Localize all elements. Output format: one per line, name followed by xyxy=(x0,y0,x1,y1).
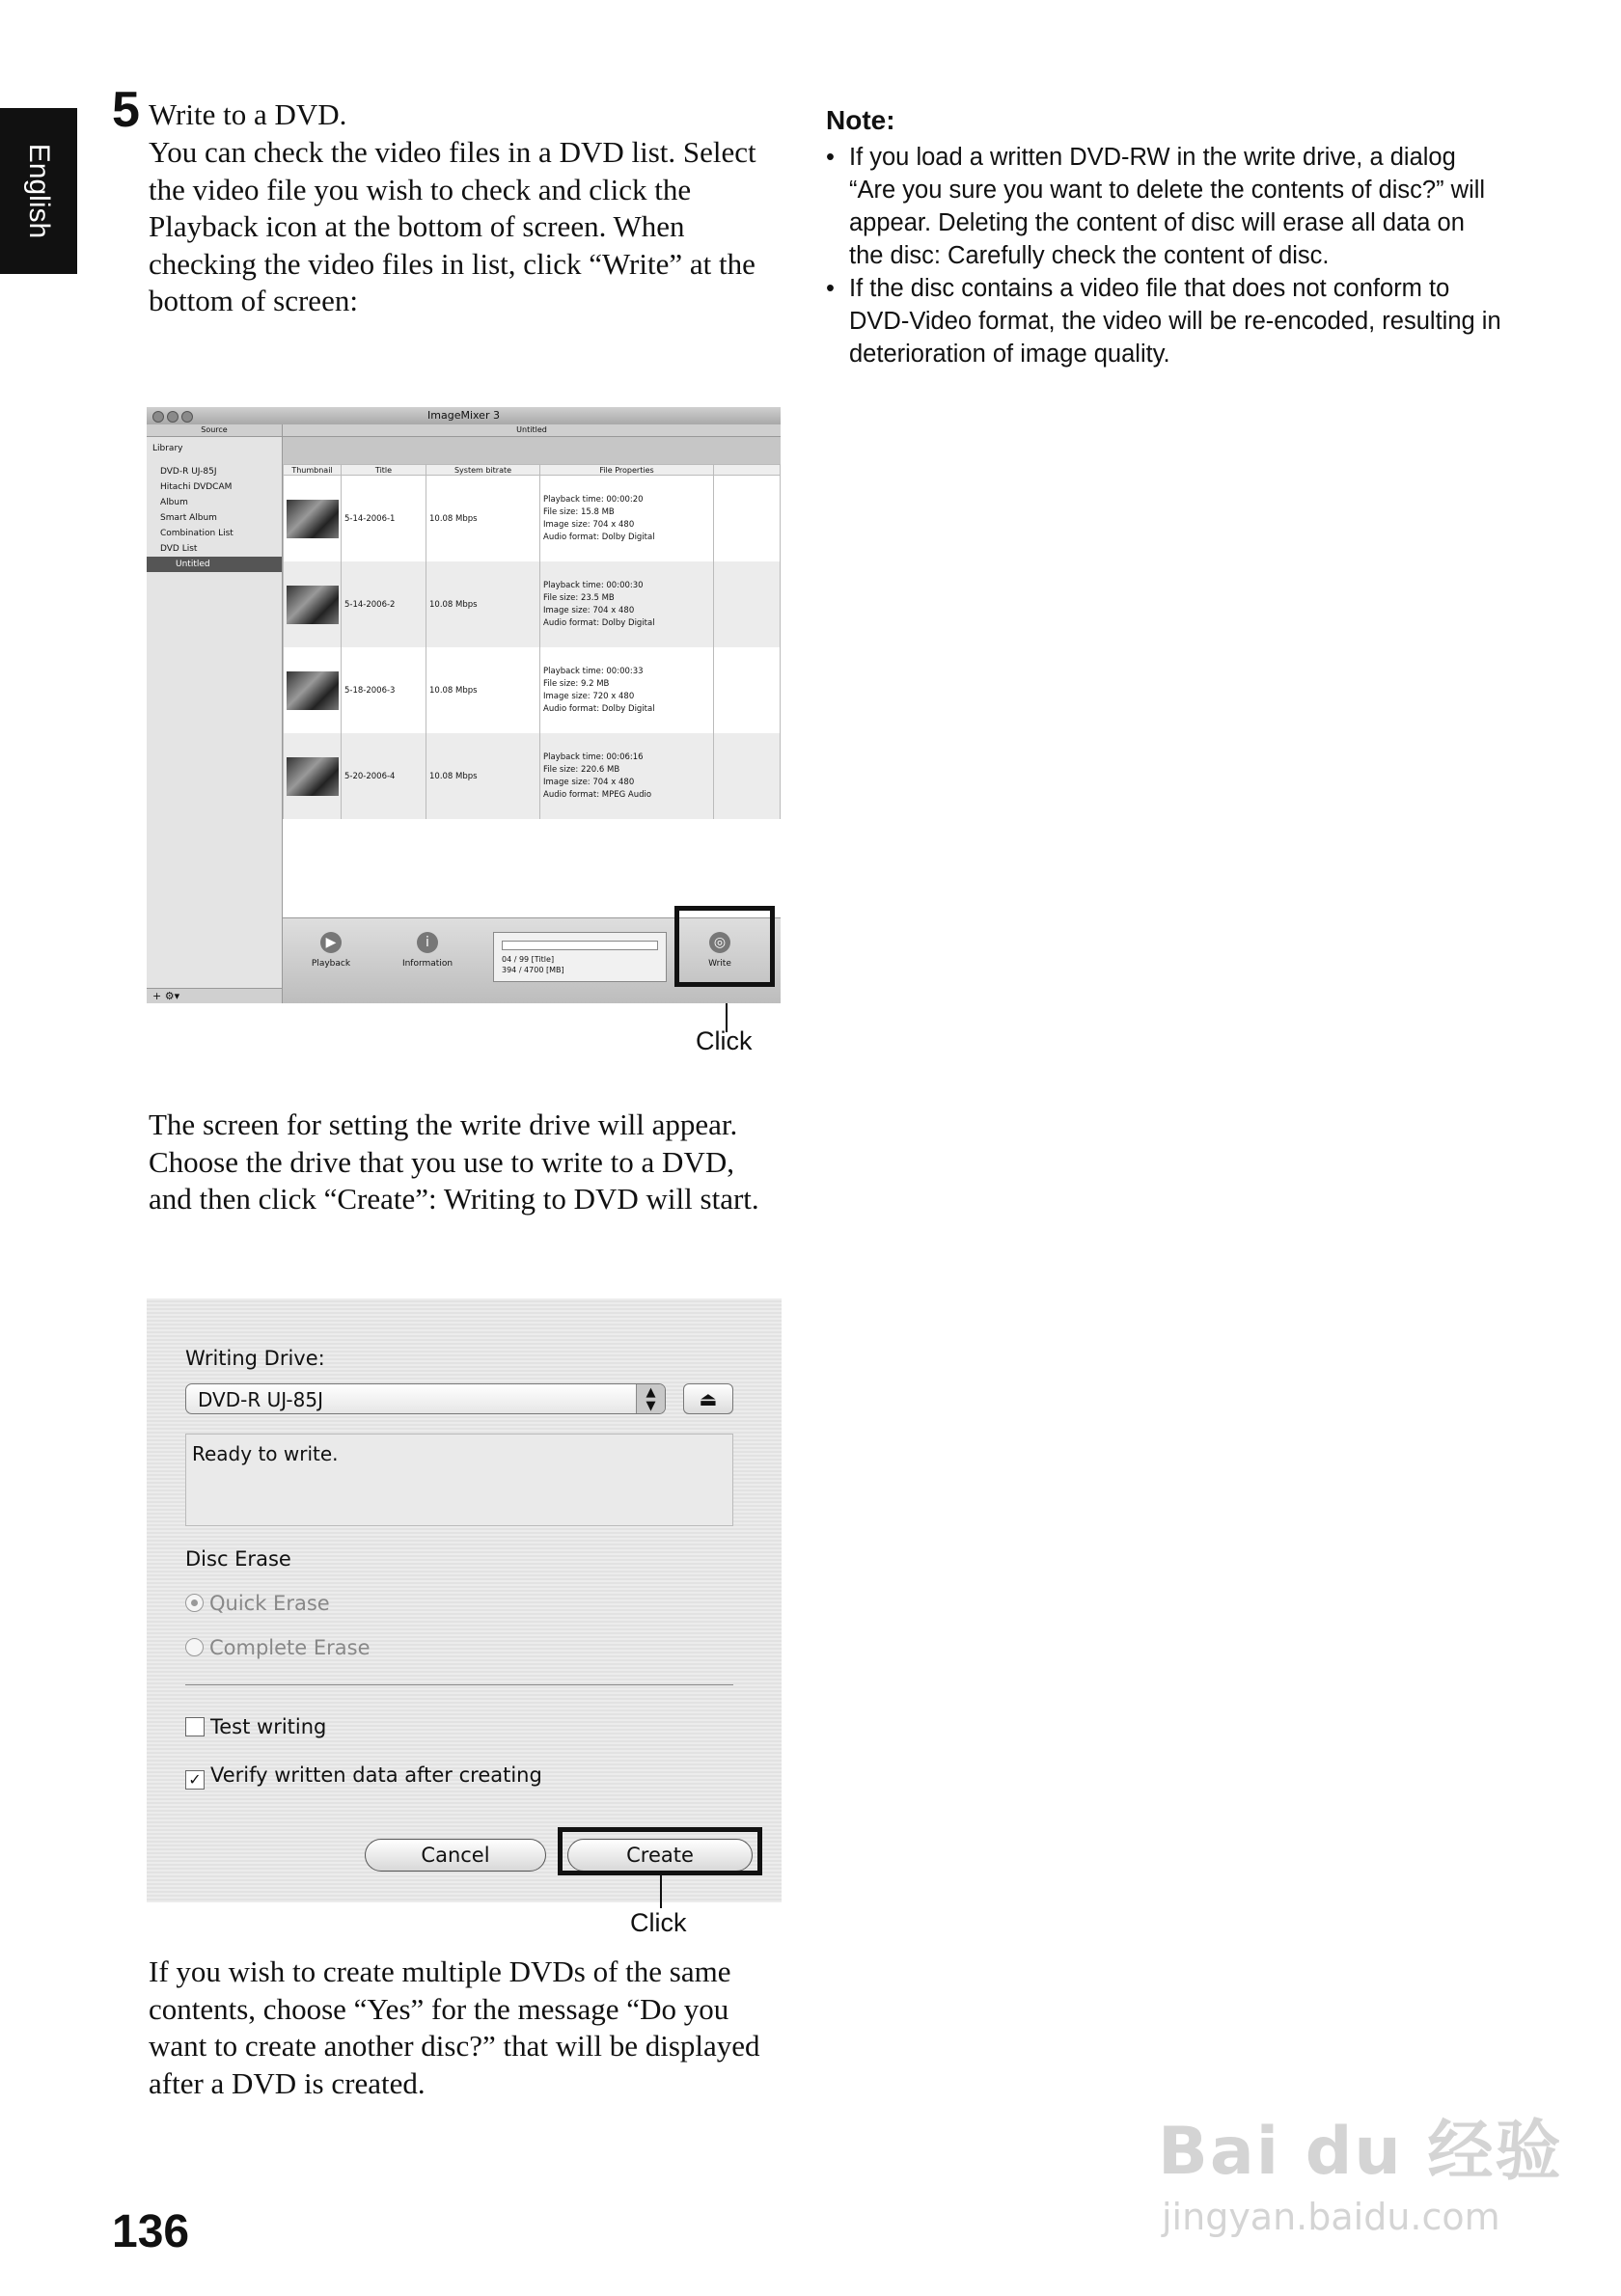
sidebar-item-combination-list[interactable]: Combination List xyxy=(160,529,234,538)
click-callout: Click xyxy=(696,1026,753,1055)
write-drive-dialog xyxy=(147,1298,782,1902)
column-header-bitrate[interactable]: System bitrate xyxy=(426,465,540,476)
step-number: 5 xyxy=(112,82,140,138)
size-count: 394 / 4700 [MB] xyxy=(502,966,564,974)
verify-checkbox[interactable]: ✓ Verify written data after creating xyxy=(185,1763,542,1790)
table-row[interactable] xyxy=(284,733,781,819)
sidebar-item-album[interactable]: Album xyxy=(160,498,188,507)
watermark-logo: Bai du 经验 xyxy=(1158,2114,1563,2190)
test-writing-checkbox[interactable]: Test writing xyxy=(185,1715,326,1738)
video-properties: Playback time: 00:06:16 File size: 220.6 MB Image size: 704 x 480 Audio format: MPEG Audio xyxy=(540,733,714,819)
capacity-meter xyxy=(493,932,667,982)
playback-button[interactable]: ▶ Playback xyxy=(292,932,370,969)
create-highlight xyxy=(558,1827,762,1875)
play-icon: ▶ xyxy=(320,932,342,953)
source-sidebar xyxy=(147,424,283,1003)
video-bitrate: 10.08 Mbps xyxy=(426,476,540,562)
table-row[interactable] xyxy=(284,476,781,562)
page-number: 136 xyxy=(112,2206,190,2257)
sidebar-item-smart-album[interactable]: Smart Album xyxy=(160,513,217,523)
video-table xyxy=(283,464,781,819)
sidebar-item-dvd-drive[interactable]: DVD-R UJ-85J xyxy=(160,467,217,477)
video-thumbnail xyxy=(287,671,339,710)
note-item: • If the disc contains a video file that does not conform to DVD-Video format, the video will be re-encoded, resulting in deterioration of image quality. xyxy=(826,272,1501,370)
click-callout: Click xyxy=(630,1908,687,1937)
video-properties: Playback time: 00:00:30 File size: 23.5 MB Image size: 704 x 480 Audio format: Dolby Digital xyxy=(540,561,714,647)
drive-select[interactable]: DVD-R UJ-85J ▲ ▼ xyxy=(185,1383,666,1414)
cancel-button[interactable]: Cancel xyxy=(365,1839,546,1872)
updown-arrows-icon: ▲ ▼ xyxy=(636,1384,665,1413)
callout-line xyxy=(660,1875,662,1908)
video-title: 5-18-2006-3 xyxy=(342,647,426,733)
note-title: Note: xyxy=(826,105,895,135)
note-box xyxy=(826,104,1501,370)
video-title: 5-14-2006-2 xyxy=(342,561,426,647)
sidebar-item-camera[interactable]: Hitachi DVDCAM xyxy=(160,482,233,492)
list-band xyxy=(283,437,781,464)
complete-erase-radio[interactable]: Complete Erase xyxy=(185,1636,371,1659)
table-row[interactable] xyxy=(284,647,781,733)
sidebar-item-untitled[interactable]: Untitled xyxy=(147,557,282,572)
video-thumbnail xyxy=(287,586,339,624)
column-header-title[interactable]: Title xyxy=(342,465,426,476)
video-title: 5-20-2006-4 xyxy=(342,733,426,819)
step-title: Write to a DVD. xyxy=(149,97,347,131)
video-bitrate: 10.08 Mbps xyxy=(426,647,540,733)
imagemixer-window xyxy=(147,407,781,1003)
writing-drive-label: Writing Drive: xyxy=(185,1347,325,1370)
window-title: ImageMixer 3 xyxy=(427,409,500,422)
column-header-properties[interactable]: File Properties xyxy=(540,465,714,476)
note-item: • If you load a written DVD-RW in the write drive, a dialog “Are you sure you want to delete the contents of disc?” will appear. Deleting the content of disc will erase all data on the disc: Carefully check the content of disc. xyxy=(826,141,1501,272)
info-icon: i xyxy=(417,932,438,953)
video-thumbnail xyxy=(287,500,339,538)
write-button[interactable]: ◎ Write xyxy=(681,932,758,969)
information-button[interactable]: i Information xyxy=(389,932,466,969)
disc-erase-label: Disc Erase xyxy=(185,1547,291,1571)
sidebar-item-library[interactable]: Library xyxy=(152,444,183,453)
eject-icon: ⏏ xyxy=(699,1387,718,1410)
video-thumbnail xyxy=(287,757,339,796)
eject-button[interactable] xyxy=(683,1383,733,1414)
table-row[interactable] xyxy=(284,561,781,647)
title-count: 04 / 99 [Title] xyxy=(502,955,555,964)
step-body: You can check the video files in a DVD list. Select the video file you wish to check and click the Playback icon at the bottom of screen. When checking the video files in list, click “Write” at the bottom of screen: xyxy=(149,135,756,317)
disc-icon: ◎ xyxy=(709,932,730,953)
sidebar-footer-controls[interactable]: + ⚙▾ xyxy=(147,988,282,1003)
video-properties: Playback time: 00:00:20 File size: 15.8 MB Image size: 704 x 480 Audio format: Dolby Digital xyxy=(540,476,714,562)
source-header: Source xyxy=(147,424,282,437)
checkmark-icon: ✓ xyxy=(185,1770,205,1790)
multiple-dvds-paragraph: If you wish to create multiple DVDs of the same contents, choose “Yes” for the message “Do you want to create another disc?” that will be displayed after a DVD is created. xyxy=(149,1954,760,2100)
sidebar-item-dvd-list[interactable]: DVD List xyxy=(160,544,198,554)
status-box: Ready to write. xyxy=(185,1434,733,1526)
watermark-url: jingyan.baidu.com xyxy=(1162,2196,1500,2238)
list-title: Untitled xyxy=(283,424,781,437)
video-properties: Playback time: 00:00:33 File size: 9.2 MB Image size: 720 x 480 Audio format: Dolby Digital xyxy=(540,647,714,733)
write-highlight xyxy=(674,906,775,987)
video-bitrate: 10.08 Mbps xyxy=(426,733,540,819)
column-header-thumbnail[interactable]: Thumbnail xyxy=(284,465,342,476)
video-title: 5-14-2006-1 xyxy=(342,476,426,562)
write-drive-paragraph: The screen for setting the write drive will appear. Choose the drive that you use to write to a DVD, and then click “Create”: Writing to DVD will start. xyxy=(149,1107,759,1216)
language-tab: English xyxy=(0,108,77,274)
capacity-bar xyxy=(502,941,658,950)
quick-erase-radio[interactable]: Quick Erase xyxy=(185,1592,330,1615)
video-bitrate: 10.08 Mbps xyxy=(426,561,540,647)
window-titlebar xyxy=(147,407,781,424)
create-button[interactable]: Create xyxy=(567,1839,753,1872)
divider xyxy=(185,1684,733,1685)
